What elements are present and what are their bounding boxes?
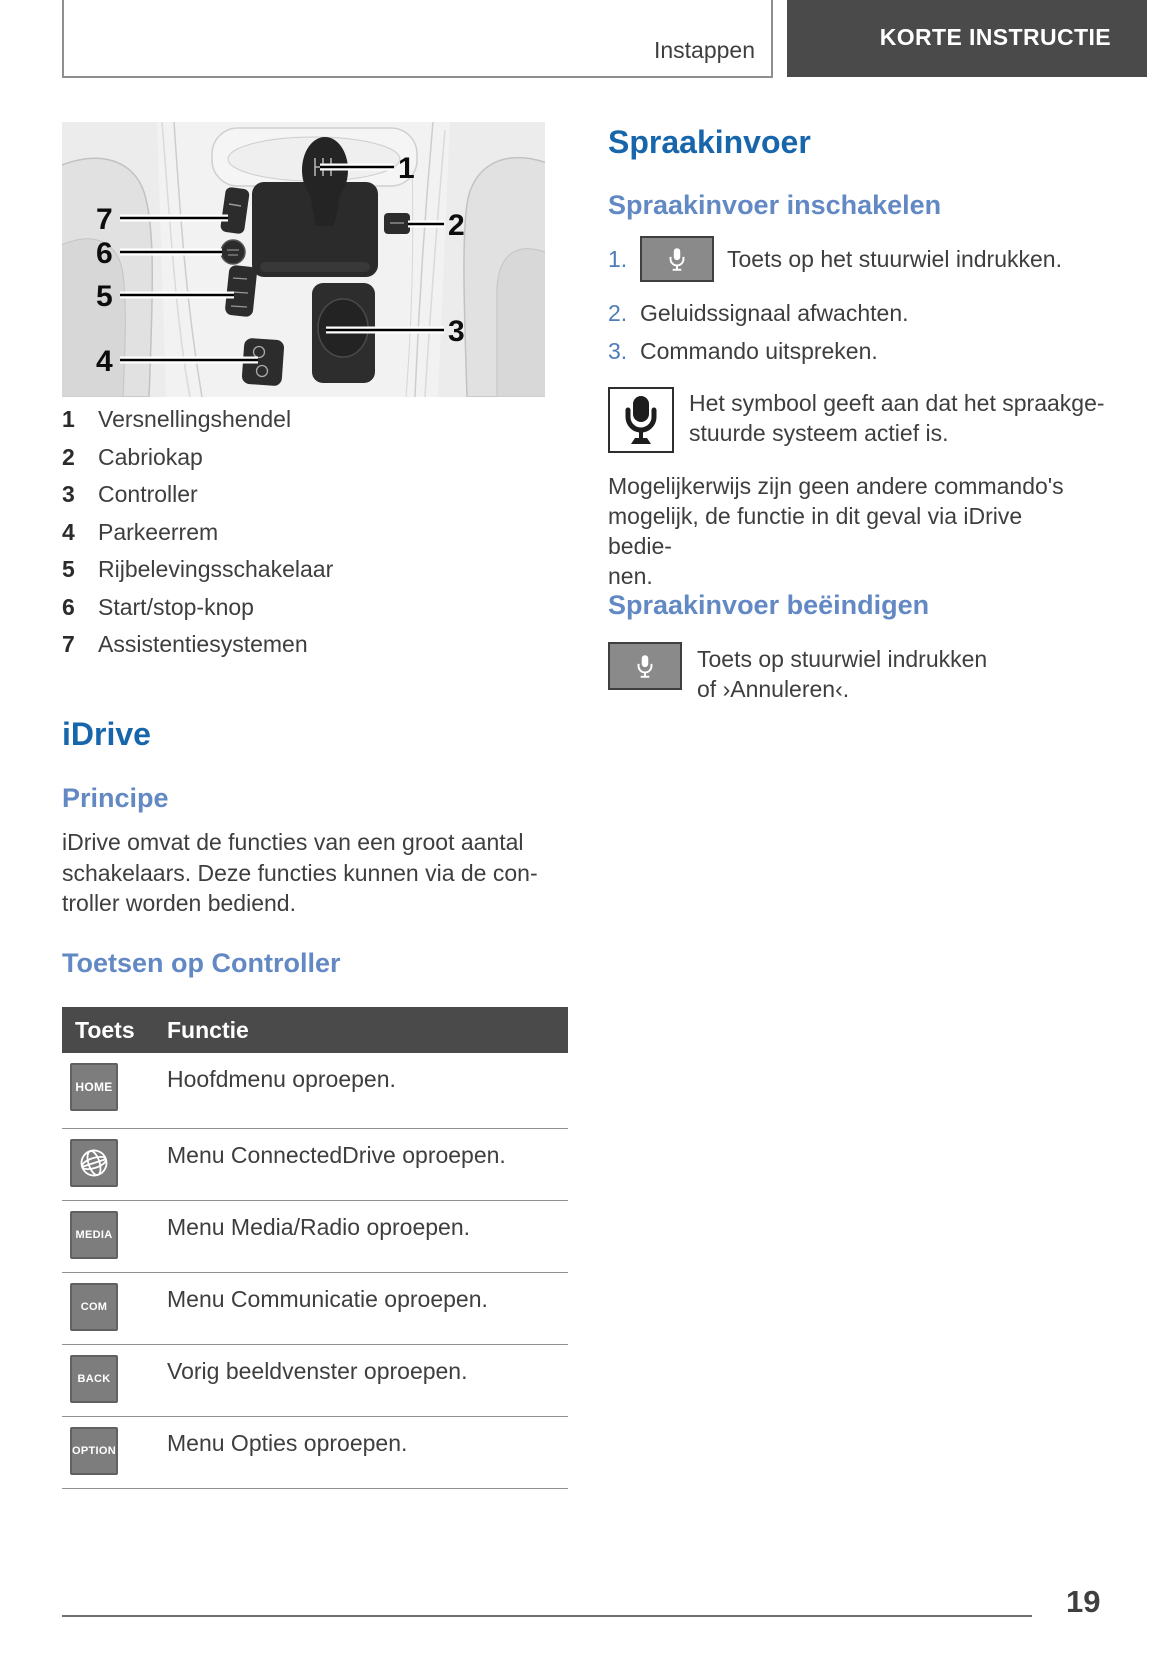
voice-control-mic-icon <box>663 245 691 273</box>
paragraph-line: Mogelijkerwijs zijn geen andere commando's <box>608 473 1064 499</box>
step-2 <box>608 300 909 327</box>
breadcrumb: Instappen <box>653 37 755 63</box>
step-number: 1. <box>608 245 628 272</box>
inschakelen-heading: Spraakinvoer inschakelen <box>608 190 942 220</box>
table-row <box>62 1201 568 1273</box>
controller-table <box>62 1007 568 1489</box>
beeindigen-text <box>697 642 987 704</box>
callout-1: 1 <box>398 152 415 185</box>
chapter-title: KORTE INSTRUCTIE <box>879 23 1111 50</box>
legend-label: Rijbelevingsschakelaar <box>98 556 334 582</box>
paragraph-line: stuurde systeem actief is. <box>689 420 949 446</box>
key-label: COM <box>80 1301 108 1313</box>
paragraph-line: Toets op stuurwiel indrukken <box>697 646 988 672</box>
paragraph-line: iDrive omvat de functies van een groot aantal <box>62 829 524 855</box>
breadcrumb-tab <box>62 0 773 78</box>
paragraph-line: of ›Annuleren‹. <box>697 676 850 702</box>
table-row <box>62 1129 568 1201</box>
center-console-illustration <box>62 122 545 397</box>
step-1 <box>608 235 1062 283</box>
legend-label: Assistentiesystemen <box>98 631 308 657</box>
legend-item <box>62 626 333 664</box>
legend-num: 1 <box>62 406 75 432</box>
connecteddrive-key <box>70 1139 118 1187</box>
paragraph-line: Het symbool geeft aan dat het spraakge- <box>689 390 1105 416</box>
voice-note-paragraph <box>608 471 1078 591</box>
console-figure <box>62 122 545 397</box>
step-3 <box>608 338 878 365</box>
function-text: Menu ConnectedDrive oproepen. <box>167 1142 506 1168</box>
callout-2: 2 <box>448 209 465 242</box>
paragraph-line: nen. <box>608 563 653 589</box>
table-row <box>62 1417 568 1489</box>
function-text: Menu Communicatie oproepen. <box>167 1286 488 1312</box>
step-number: 2. <box>608 300 628 326</box>
table-header <box>62 1007 568 1053</box>
voice-symbol-note <box>608 387 1105 453</box>
legend-num: 6 <box>62 593 75 620</box>
legend-num: 2 <box>62 443 75 470</box>
legend-item <box>62 401 333 439</box>
toetsen-heading: Toetsen op Controller <box>62 948 341 978</box>
legend-item <box>62 514 333 552</box>
legend-num: 7 <box>62 631 75 657</box>
callout-4: 4 <box>96 345 113 378</box>
key-label: OPTION <box>72 1445 116 1457</box>
beeindigen-instruction <box>608 642 987 704</box>
callout-7: 7 <box>96 203 113 236</box>
back-key <box>70 1355 118 1403</box>
legend-label: Cabriokap <box>98 443 203 470</box>
principe-paragraph <box>62 827 552 919</box>
col-functie: Functie <box>167 1016 249 1043</box>
legend-num: 4 <box>62 518 75 545</box>
home-key <box>70 1063 118 1111</box>
step-text: Geluidssignaal afwachten. <box>640 300 909 326</box>
legend-item <box>62 439 333 477</box>
figure-legend <box>62 401 333 664</box>
step-text: Commando uitspreken. <box>640 338 878 364</box>
table-row <box>62 1345 568 1417</box>
col-toets: Toets <box>75 1016 135 1043</box>
table-row <box>62 1273 568 1345</box>
voice-button <box>608 642 682 690</box>
step-text: Toets op het stuurwiel indrukken. <box>727 245 1062 272</box>
callout-5: 5 <box>96 280 113 313</box>
beeindigen-heading: Spraakinvoer beëindigen <box>608 590 930 620</box>
table-row <box>62 1053 568 1129</box>
voice-button <box>640 236 714 282</box>
key-label: HOME <box>75 1080 113 1094</box>
paragraph-line: schakelaars. Deze functies kunnen via de con- <box>62 859 538 886</box>
option-key <box>70 1427 118 1475</box>
function-text: Menu Media/Radio oproepen. <box>167 1214 471 1240</box>
legend-label: Start/stop-knop <box>98 593 254 620</box>
connecteddrive-globe-icon <box>76 1145 112 1181</box>
legend-label: Controller <box>98 481 198 507</box>
function-text: Vorig beeldvenster oproepen. <box>167 1358 468 1384</box>
voice-active-symbol <box>608 387 674 453</box>
function-text: Menu Opties oproepen. <box>167 1430 408 1456</box>
step-number: 3. <box>608 338 628 364</box>
paragraph-line: troller worden bediend. <box>62 890 296 916</box>
paragraph-line: mogelijk, de functie in dit geval via iDrive bedie- <box>608 503 1023 559</box>
page-number: 19 <box>1066 1584 1101 1619</box>
legend-item <box>62 551 333 589</box>
symbol-note-text <box>689 387 1105 453</box>
legend-item <box>62 589 333 627</box>
legend-num: 3 <box>62 481 75 507</box>
callout-3: 3 <box>448 315 465 348</box>
com-key <box>70 1283 118 1331</box>
legend-item <box>62 476 333 514</box>
footer-rule <box>62 1615 1032 1617</box>
legend-label: Parkeerrem <box>98 518 219 545</box>
media-key <box>70 1211 118 1259</box>
callout-6: 6 <box>96 237 113 270</box>
idrive-heading: iDrive <box>62 716 151 752</box>
key-label: MEDIA <box>75 1229 113 1241</box>
chapter-tab <box>787 0 1147 77</box>
key-label: BACK <box>77 1373 111 1385</box>
function-text: Hoofdmenu oproepen. <box>167 1066 396 1092</box>
spraakinvoer-heading: Spraakinvoer <box>608 124 811 160</box>
legend-label: Versnellingshendel <box>98 406 292 432</box>
legend-num: 5 <box>62 556 75 582</box>
voice-control-mic-icon <box>631 652 659 680</box>
microphone-symbol-icon <box>619 394 663 446</box>
principe-heading: Principe <box>62 783 169 813</box>
